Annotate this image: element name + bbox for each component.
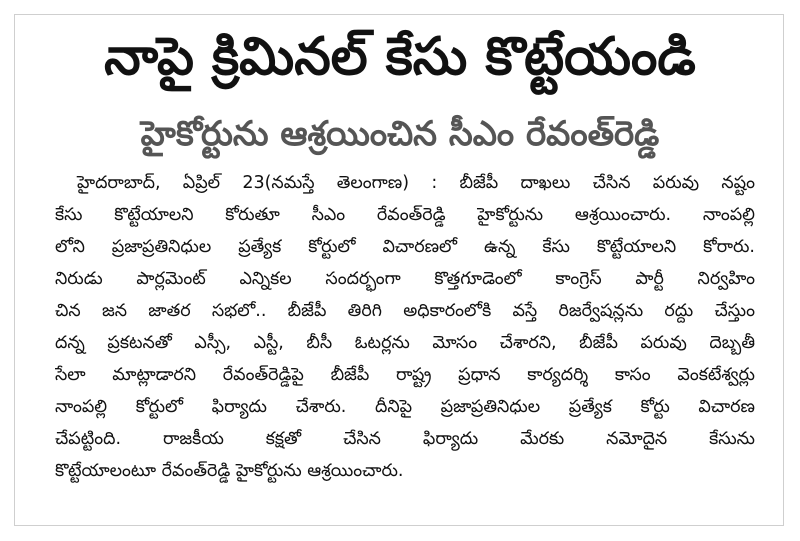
body-line: లోని ప్రజాప్రతినిధుల ప్రత్యేక కోర్టులో విచారణలో ఉన్న కేసు కొట్టేయాలని కోరారు. [55, 237, 755, 257]
body-line: నిరుడు పార్లమెంట్ ఎన్నికల సందర్భంగా కొత్తగూడెంలో కాంగ్రెస్ పార్టీ నిర్వహిం [55, 269, 755, 289]
body-line: చేపట్టింది. రాజకీయ కక్షతో చేసిన ఫిర్యాదు మేరకు నమోదైన కేసును [55, 429, 755, 449]
news-clipping [14, 14, 784, 526]
body-line: సేలా మాట్లాడారని రేవంత్‌రెడ్డిపై బీజేపీ రాష్ట్ర ప్రధాన కార్యదర్శి కాసం వెంకటేశ్వర్లు [55, 365, 755, 385]
subheadline: హైకోర్టును ఆశ్రయించిన సీఎం రేవంత్‌రెడ్డి [140, 114, 660, 154]
body-line: కేసు కొట్టేయాలని కోరుతూ సీఎం రేవంత్‌రెడ్డి హైకోర్టును ఆశ్రయించారు. నాంపల్లి [55, 205, 755, 225]
body-line: చిన జన జాతర సభలో.. బీజేపీ తిరిగి అధికారంలోకి వస్తే రిజర్వేషన్లను రద్దు చేస్తుం [55, 301, 755, 321]
body-line: నాంపల్లి కోర్టులో ఫిర్యాదు చేశారు. దీనిపై ప్రజాప్రతినిధుల ప్రత్యేక కోర్టు విచారణ [55, 397, 755, 417]
article-body [55, 167, 755, 487]
headline: నాపై క్రిమినల్ కేసు కొట్టేయండి [104, 27, 696, 87]
body-line: కొట్టేయాలంటూ రేవంత్‌రెడ్డి హైకోర్టును ఆశ్రయించారు. [55, 461, 404, 481]
body-line: దన్న ప్రకటనతో ఎస్సీ, ఎస్టీ, బీసీ ఓటర్లను మోసం చేశారని, బీజేపీ పరువు దెబ్బతీ [55, 333, 755, 353]
body-line: హైదరాబాద్, ఏప్రిల్ 23(నమస్తే తెలంగాణ) : బీజేపీ దాఖలు చేసిన పరువు నష్టం [77, 173, 755, 193]
